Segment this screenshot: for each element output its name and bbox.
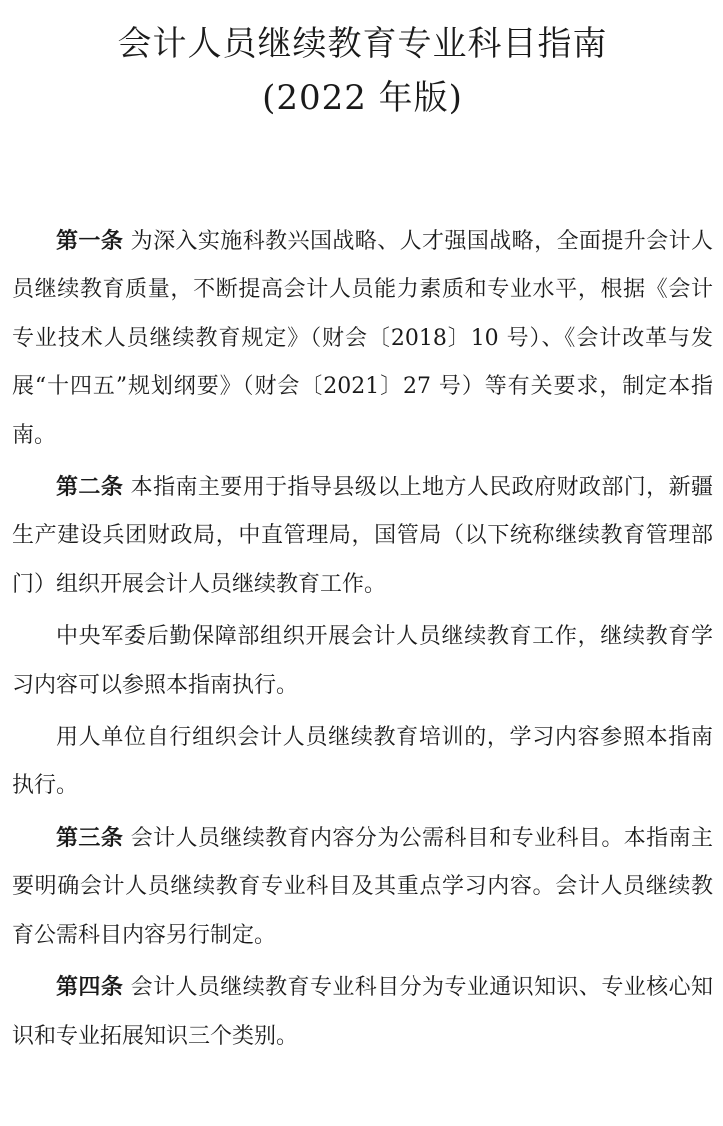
paragraph-article-4 (12, 964, 713, 1061)
paragraph-article-2 (12, 464, 713, 609)
article-text: 本指南主要用于指导县级以上地方人民政府财政部门，新疆生产建设兵团财政局，中直管理局，国管局（以下统称继续教育管理部门）组织开展会计人员继续教育工作。 (12, 475, 713, 597)
paragraph-military (12, 613, 713, 710)
article-heading: 第三条 (56, 825, 124, 851)
article-heading: 第四条 (56, 975, 124, 1001)
paragraph-text: 中央军委后勤保障部组织开展会计人员继续教育工作，继续教育学习内容可以参照本指南执行。 (12, 624, 713, 698)
article-text: 为深入实施科教兴国战略、人才强国战略，全面提升会计人员继续教育质量，不断提高会计人员能力素质和专业水平，根据《会计专业技术人员继续教育规定》（财会〔2018〕10 号）、《会计改革与发展“十四五”规划纲要》（财会〔2021〕27 号）等有关要求，制定本指南。 (12, 229, 713, 448)
article-text: 会计人员继续教育内容分为公需科目和专业科目。本指南主要明确会计人员继续教育专业科目及其重点学习内容。会计人员继续教育公需科目内容另行制定。 (12, 825, 713, 948)
document-body (12, 218, 713, 1065)
paragraph-text: 用人单位自行组织会计人员继续教育培训的，学习内容参照本指南执行。 (12, 725, 713, 799)
article-heading: 第二条 (56, 475, 124, 501)
document-subtitle: (2022 年版) (262, 78, 463, 118)
article-heading: 第一条 (56, 229, 124, 254)
document-title: 会计人员继续教育专业科目指南 (117, 24, 608, 64)
paragraph-article-1 (12, 218, 713, 460)
paragraph-article-3 (12, 815, 713, 960)
paragraph-employer (12, 714, 713, 811)
article-text: 会计人员继续教育专业科目分为专业通识知识、专业核心知识和专业拓展知识三个类别。 (12, 975, 713, 1049)
